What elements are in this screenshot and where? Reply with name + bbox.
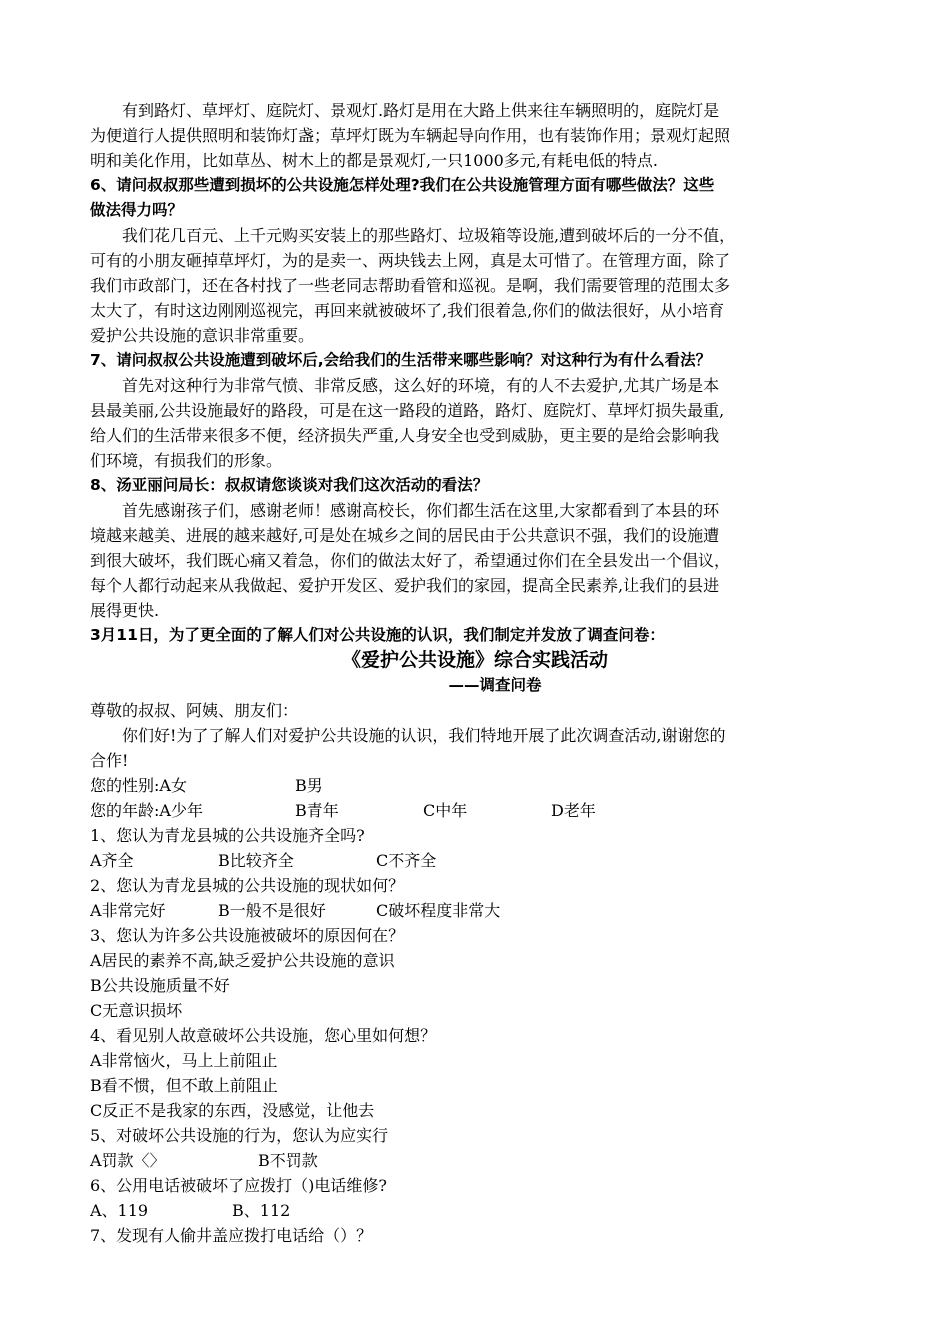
- q5-option-b: B不罚款: [258, 1151, 318, 1170]
- age-option-c: C中年: [423, 801, 468, 820]
- q3-option-c: C无意识损坏: [90, 1001, 183, 1020]
- q3-option-b: B公共设施质量不好: [90, 976, 230, 995]
- q6-option-a: A、119: [90, 1201, 149, 1220]
- age-option-a: 您的年龄:A少年: [90, 801, 203, 820]
- survey-question-6: 6、公用电话被破坏了应拨打（)电话维修?: [90, 1176, 388, 1195]
- answer-6: 可有的小朋友砸掉草坪灯，为的是卖一、两块钱去上网，真是太可惜了。在管理方面，除了: [90, 251, 731, 270]
- q2-option-c: C破坏程度非常大: [376, 901, 501, 920]
- gender-option-a: 您的性别:A女: [90, 776, 187, 795]
- q1-option-b: B比较齐全: [218, 851, 294, 870]
- document-page: [90, 98, 860, 1248]
- survey-question-5: 5、对破坏公共设施的行为，您认为应实行: [90, 1126, 389, 1145]
- paragraph-lights: 为便道行人提供照明和装饰灯盏；草坪灯既为车辆起导向作用，也有装饰作用；景观灯起照: [90, 126, 731, 145]
- age-option-d: D老年: [551, 801, 596, 820]
- answer-7: 给人们的生活带来很多不便，经济损失严重,人身安全也受到威胁，更主要的是给会影响我: [90, 426, 720, 445]
- age-option-b: B青年: [295, 801, 339, 820]
- answer-8: 首先感谢孩子们，感谢老师！感谢高校长，你们都生活在这里,大家都看到了本县的环: [122, 501, 720, 520]
- answer-8: 每个人都行动起来从我做起、爱护开发区、爱护我们的家园，提高全民素养,让我们的县进: [90, 576, 720, 595]
- survey-question-4: 4、看见别人故意破坏公共设施，您心里如何想？: [90, 1026, 437, 1045]
- answer-6: 爱护公共设施的意识非常重要。: [90, 326, 315, 345]
- march-survey-note: 3月11日，为了更全面的了解人们对公共设施的认识，我们制定并发放了调查问卷：: [90, 626, 665, 644]
- answer-7: 们环境，有损我们的形象。: [90, 451, 283, 470]
- answer-8: 境越来越美、进展的越来越好,可是处在城乡之间的居民由于公共意识不强，我们的设施遭: [90, 526, 720, 545]
- q4-option-a: A非常恼火，马上上前阻止: [90, 1051, 278, 1070]
- survey-question-3: 3、您认为许多公共设施被破坏的原因何在？: [90, 926, 405, 945]
- survey-question-2: 2、您认为青龙县城的公共设施的现状如何？: [90, 876, 405, 895]
- age-question: [90, 798, 860, 823]
- paragraph-lights: 明和美化作用，比如草丛、树木上的都是景观灯,一只1000多元,有耗电低的特点.: [90, 151, 658, 170]
- answer-7: 首先对这种行为非常气愤、非常反感，这么好的环境，有的人不去爱护,尤其广场是本: [122, 376, 720, 395]
- survey-subtitle: ——调查问卷: [448, 676, 542, 694]
- survey-greeting: 尊敬的叔叔、阿姨、朋友们：: [90, 701, 299, 720]
- survey-question-6-options: [90, 1198, 860, 1223]
- gender-question: [90, 773, 860, 798]
- gender-option-b: B男: [295, 776, 323, 795]
- q4-option-b: B看不惯，但不敢上前阻止: [90, 1076, 278, 1095]
- q5-option-a: A罚款〈〉: [90, 1151, 166, 1170]
- question-8-heading: 8、汤亚丽问局长：叔叔请您谈谈对我们这次活动的看法？: [90, 476, 489, 494]
- answer-6: 太大了，有时这边刚刚巡视完，再回来就被破坏了,我们很着急,你们的做法很好，从小培育: [90, 301, 725, 320]
- survey-question-2-options: [90, 898, 860, 923]
- question-7-heading: 7、请问叔叔公共设施遭到破坏后,会给我们的生活带来哪些影响？对这种行为有什么看法？: [90, 351, 712, 369]
- survey-intro: 合作!: [90, 751, 129, 770]
- survey-question-7: 7、发现有人偷井盖应拨打电话给（）？: [90, 1226, 373, 1245]
- q3-option-a: A居民的素养不高,缺乏爱护公共设施的意识: [90, 951, 395, 970]
- answer-6: 我们花几百元、上千元购买安装上的那些路灯、垃圾箱等设施,遭到破坏后的一分不值，: [122, 226, 736, 245]
- q6-option-b: B、112: [232, 1201, 291, 1220]
- survey-title: 《爱护公共设施》综合实践活动: [341, 649, 608, 671]
- answer-6: 我们市政部门，还在各村找了一些老同志帮助看管和巡视。是啊，我们需要管理的范围太多: [90, 276, 731, 295]
- paragraph-lights: 有到路灯、草坪灯、庭院灯、景观灯.路灯是用在大路上供来往车辆照明的，庭院灯是: [122, 101, 720, 120]
- answer-7: 县最美丽,公共设施最好的路段，可是在这一路段的道路，路灯、庭院灯、草坪灯损失最重,: [90, 401, 725, 420]
- answer-8: 展得更快.: [90, 601, 160, 620]
- answer-8: 到很大破坏，我们既心痛又着急，你们的做法太好了，希望通过你们在全县发出一个倡议，: [90, 551, 731, 570]
- q4-option-c: C反正不是我家的东西，没感觉，让他去: [90, 1101, 375, 1120]
- question-6-heading: 做法得力吗？: [90, 201, 184, 219]
- survey-question-1-options: [90, 848, 860, 873]
- q1-option-c: C不齐全: [376, 851, 437, 870]
- survey-question-1: 1、您认为青龙县城的公共设施齐全吗?: [90, 826, 365, 845]
- q2-option-b: B一般不是很好: [218, 901, 326, 920]
- q1-option-a: A齐全: [90, 851, 134, 870]
- q2-option-a: A非常完好: [90, 901, 166, 920]
- question-6-heading: 6、请问叔叔那些遭到损坏的公共设施怎样处理?我们在公共设施管理方面有哪些做法？这些: [90, 176, 715, 194]
- survey-intro: 你们好!为了了解人们对爱护公共设施的认识，我们特地开展了此次调查活动,谢谢您的: [122, 726, 726, 745]
- survey-question-5-options: [90, 1148, 860, 1173]
